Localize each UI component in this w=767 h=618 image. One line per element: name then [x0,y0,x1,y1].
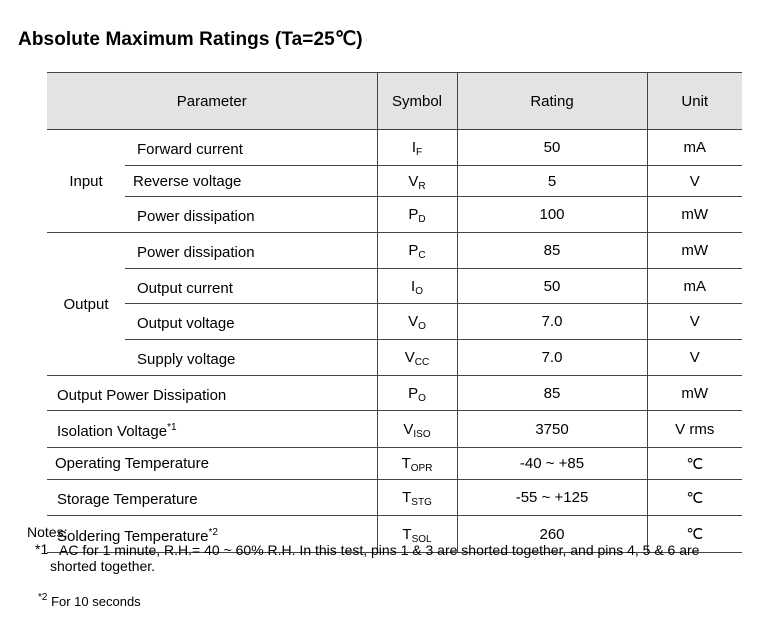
rating-cell: 85 [457,376,647,411]
unit-cell: ℃ [647,448,742,480]
footnote-mark: *2 [208,526,218,538]
unit-cell: mA [647,130,742,166]
symbol-subscript: R [418,180,426,192]
symbol-subscript: F [416,147,423,158]
table-row [47,304,742,340]
symbol-subscript: O [415,285,423,297]
unit-cell: mW [647,197,742,233]
unit-cell: mA [647,269,742,304]
table-row [47,166,742,197]
note2 [38,594,141,609]
table-row [47,448,742,480]
table-row [47,197,742,233]
symbol-text: I [411,277,416,295]
symbol-subscript: ISO [413,428,431,440]
rating-cell: -55 ~ +125 [457,480,647,516]
rating-cell: -40 ~ +85 [457,448,647,480]
symbol-text: P [408,242,419,259]
rating-cell: 260 [457,516,647,553]
unit-cell: mW [647,233,742,269]
param-cell: Storage Temperature [47,480,377,516]
param-cell: Output current [125,269,377,304]
table-row [47,340,742,376]
symbol-text: V [408,313,419,330]
unit-cell: V rms [647,411,742,448]
table-row [47,130,742,166]
table-row [47,269,742,304]
group-label-input: Input [47,130,125,233]
rating-cell: 50 [457,269,647,304]
symbol-cell [377,166,457,197]
param-cell: Output voltage [125,304,377,340]
note1-mark: *1 [35,541,49,557]
symbol-subscript: C [418,250,426,261]
symbol-cell [377,480,457,516]
group-label-output: Output [47,233,125,376]
symbol-text: T [402,525,412,543]
header-parameter: Parameter [47,73,377,130]
note2-text: For 10 seconds [47,594,141,609]
param-cell: Power dissipation [125,233,377,269]
symbol-cell [377,304,457,340]
rating-cell: 7.0 [457,340,647,376]
symbol-cell [377,448,457,480]
param-cell: Forward current [125,130,377,166]
rating-cell: 100 [457,197,647,233]
unit-cell: V [647,340,742,376]
param-text: Isolation Voltage [57,422,168,440]
param-cell: Power dissipation [125,197,377,233]
ratings-table [47,72,742,553]
param-cell: Supply voltage [125,340,377,376]
note1-line2: shorted together. [50,558,156,574]
table-row [47,233,742,269]
symbol-text: V [403,420,414,438]
rating-cell: 7.0 [457,304,647,340]
param-cell [47,411,377,448]
symbol-cell [377,269,457,304]
symbol-cell [377,376,457,411]
symbol-subscript: O [418,392,426,404]
symbol-text: I [411,139,417,156]
header-rating: Rating [457,73,647,130]
symbol-subscript: D [418,214,426,225]
symbol-cell [377,130,457,166]
param-cell: Operating Temperature [47,448,377,480]
symbol-text: V [404,349,415,366]
symbol-text: V [408,172,419,190]
symbol-cell [377,197,457,233]
header-unit: Unit [647,73,742,130]
table-header-row [47,73,742,130]
rating-cell: 50 [457,130,647,166]
symbol-subscript: O [418,321,426,332]
symbol-text: P [408,206,419,223]
rating-cell: 5 [457,166,647,197]
symbol-text: P [408,384,419,402]
page-title: Absolute Maximum Ratings (Ta=25℃) [18,29,363,50]
symbol-subscript: SOL [411,533,432,545]
symbol-subscript: OPR [410,463,433,474]
notes-heading: Notes: [27,524,68,540]
footnote-mark: *1 [167,421,177,433]
param-cell: Reverse voltage [125,166,377,197]
param-text: Soldering Temperature [57,527,209,545]
rating-cell: 3750 [457,411,647,448]
unit-cell: mW [647,376,742,411]
rating-cell: 85 [457,233,647,269]
symbol-subscript: STG [411,497,432,508]
unit-cell: ℃ [647,480,742,516]
param-cell: Output Power Dissipation [47,376,377,411]
table-row [47,376,742,411]
header-symbol: Symbol [377,73,457,130]
symbol-cell [377,340,457,376]
unit-cell: V [647,304,742,340]
table-row [47,480,742,516]
symbol-subscript: CC [414,357,430,368]
table-row [47,411,742,448]
symbol-text: T [402,489,412,506]
unit-cell: V [647,166,742,197]
symbol-cell [377,233,457,269]
symbol-text: T [401,455,411,472]
unit-cell: ℃ [647,516,742,553]
symbol-cell [377,411,457,448]
note2-mark: *2 [38,592,48,603]
note1-line1: AC for 1 minute, R.H.= 40 ~ 60% R.H. In this test, pins 1 & 3 are shorted together, and pins 4, 5 & 6 are [59,542,700,558]
